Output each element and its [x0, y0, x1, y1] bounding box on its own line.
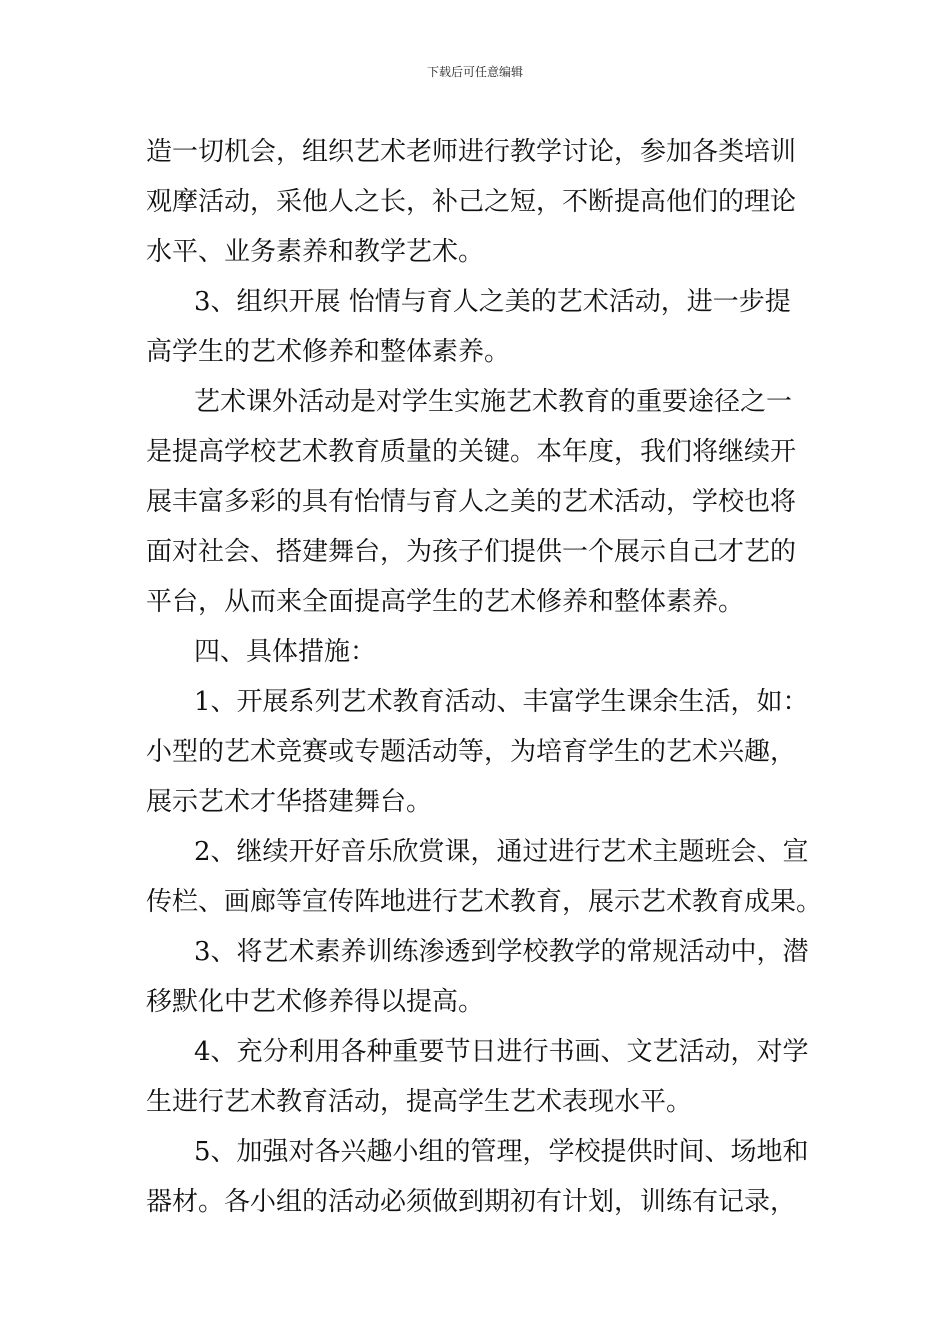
text-line: 传栏、画廊等宣传阵地进行艺术教育，展示艺术教育成果。	[146, 887, 823, 917]
text-line: 高学生的艺术修养和整体素养。	[146, 337, 511, 367]
text-line: 2、继续开好音乐欣赏课，通过进行艺术主题班会、宣	[194, 837, 809, 867]
text-line: 3、将艺术素养训练渗透到学校教学的常规活动中，潜	[194, 937, 809, 967]
text-line: 观摩活动，采他人之长，补己之短，不断提高他们的理论	[146, 187, 797, 217]
text-line: 展示艺术才华搭建舞台。	[146, 787, 433, 817]
text-line: 面对社会、搭建舞台，为孩子们提供一个展示自己才艺的	[146, 537, 797, 567]
text-line: 艺术课外活动是对学生实施艺术教育的重要途径之一	[194, 387, 793, 417]
text-line: 造一切机会，组织艺术老师进行教学讨论，参加各类培训	[146, 137, 797, 167]
text-line: 1、开展系列艺术教育活动、丰富学生课余生活，如：	[194, 687, 809, 717]
text-line: 展丰富多彩的具有怡情与育人之美的艺术活动，学校也将	[146, 487, 797, 517]
text-line: 器材。各小组的活动必须做到期初有计划，训练有记录，	[146, 1187, 797, 1217]
section-heading: 四、具体措施：	[194, 637, 377, 667]
text-line: 5、加强对各兴趣小组的管理，学校提供时间、场地和	[194, 1137, 809, 1167]
text-line: 移默化中艺术修养得以提高。	[146, 987, 485, 1017]
document-body	[146, 127, 823, 1227]
text-line: 小型的艺术竞赛或专题活动等，为培育学生的艺术兴趣，	[146, 737, 797, 767]
text-line: 平台，从而来全面提高学生的艺术修养和整体素养。	[146, 587, 745, 617]
text-line: 生进行艺术教育活动，提高学生艺术表现水平。	[146, 1087, 693, 1117]
page-header-note: 下载后可任意编辑	[426, 65, 523, 79]
text-line: 4、充分利用各种重要节日进行书画、文艺活动，对学	[194, 1037, 809, 1067]
text-line: 是提高学校艺术教育质量的关键。本年度，我们将继续开	[146, 437, 797, 467]
text-line: 3、组织开展 怡情与育人之美的艺术活动，进一步提	[194, 287, 791, 317]
text-line: 水平、业务素养和教学艺术。	[146, 237, 485, 267]
